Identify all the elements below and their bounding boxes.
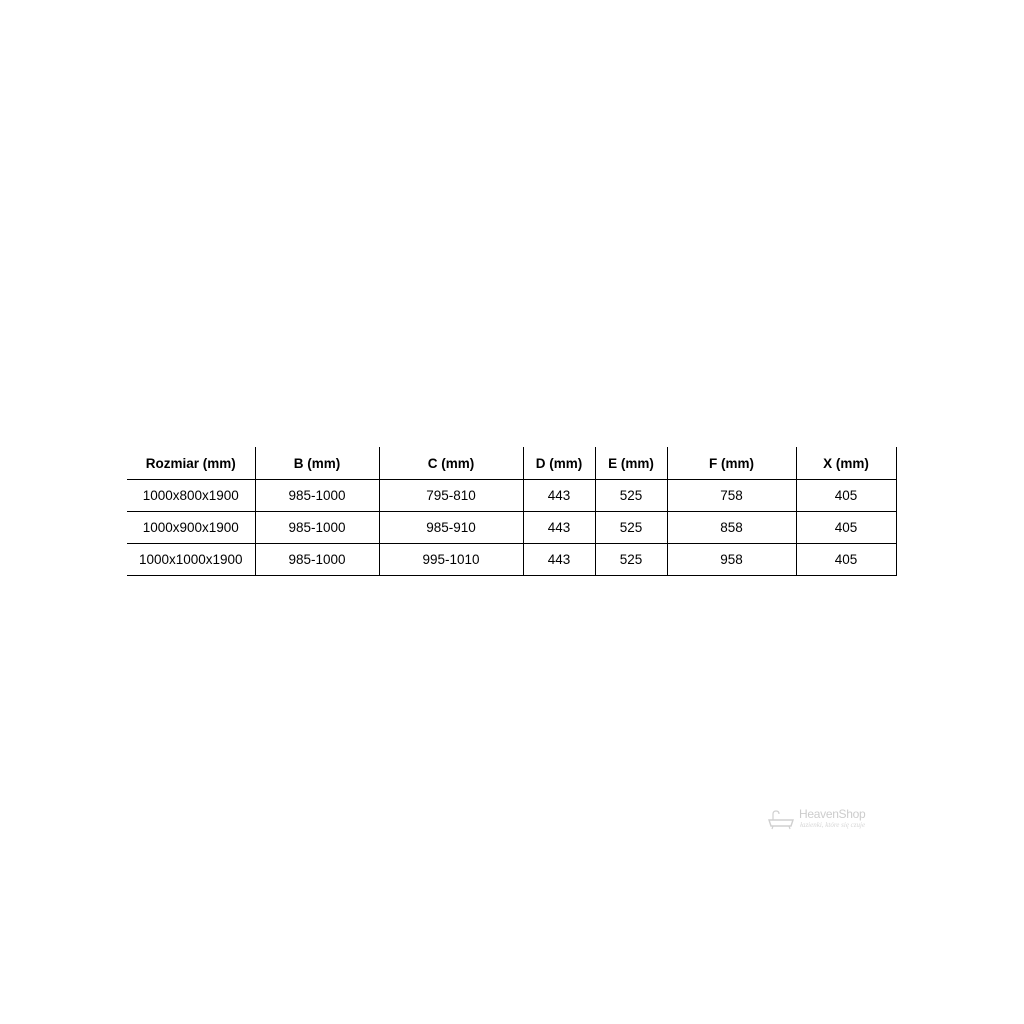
header-f: F (mm): [667, 447, 796, 480]
header-d: D (mm): [523, 447, 595, 480]
cell-x: 405: [796, 480, 896, 512]
table-row: [127, 512, 896, 544]
cell-f: 958: [667, 544, 796, 576]
cell-x: 405: [796, 544, 896, 576]
cell-e: 525: [595, 512, 667, 544]
cell-rozmiar: 1000x1000x1900: [127, 544, 255, 576]
header-b: B (mm): [255, 447, 379, 480]
cell-c: 795-810: [379, 480, 523, 512]
cell-rozmiar: 1000x900x1900: [127, 512, 255, 544]
cell-c: 995-1010: [379, 544, 523, 576]
watermark-logo: [766, 806, 876, 832]
cell-f: 758: [667, 480, 796, 512]
cell-d: 443: [523, 512, 595, 544]
dimensions-table: [127, 447, 897, 576]
cell-rozmiar: 1000x800x1900: [127, 480, 255, 512]
cell-d: 443: [523, 544, 595, 576]
table-row: [127, 544, 896, 576]
header-x: X (mm): [796, 447, 896, 480]
cell-e: 525: [595, 544, 667, 576]
cell-f: 858: [667, 512, 796, 544]
cell-e: 525: [595, 480, 667, 512]
cell-x: 405: [796, 512, 896, 544]
watermark-brand: HeavenShop: [799, 807, 866, 821]
cell-b: 985-1000: [255, 512, 379, 544]
watermark-tagline: łazienki, które się czuje: [800, 821, 866, 829]
table-header-row: [127, 447, 896, 480]
header-rozmiar: Rozmiar (mm): [127, 447, 255, 480]
cell-d: 443: [523, 480, 595, 512]
cell-c: 985-910: [379, 512, 523, 544]
cell-b: 985-1000: [255, 544, 379, 576]
cell-b: 985-1000: [255, 480, 379, 512]
header-c: C (mm): [379, 447, 523, 480]
bathtub-icon: [766, 808, 796, 830]
table-row: [127, 480, 896, 512]
header-e: E (mm): [595, 447, 667, 480]
